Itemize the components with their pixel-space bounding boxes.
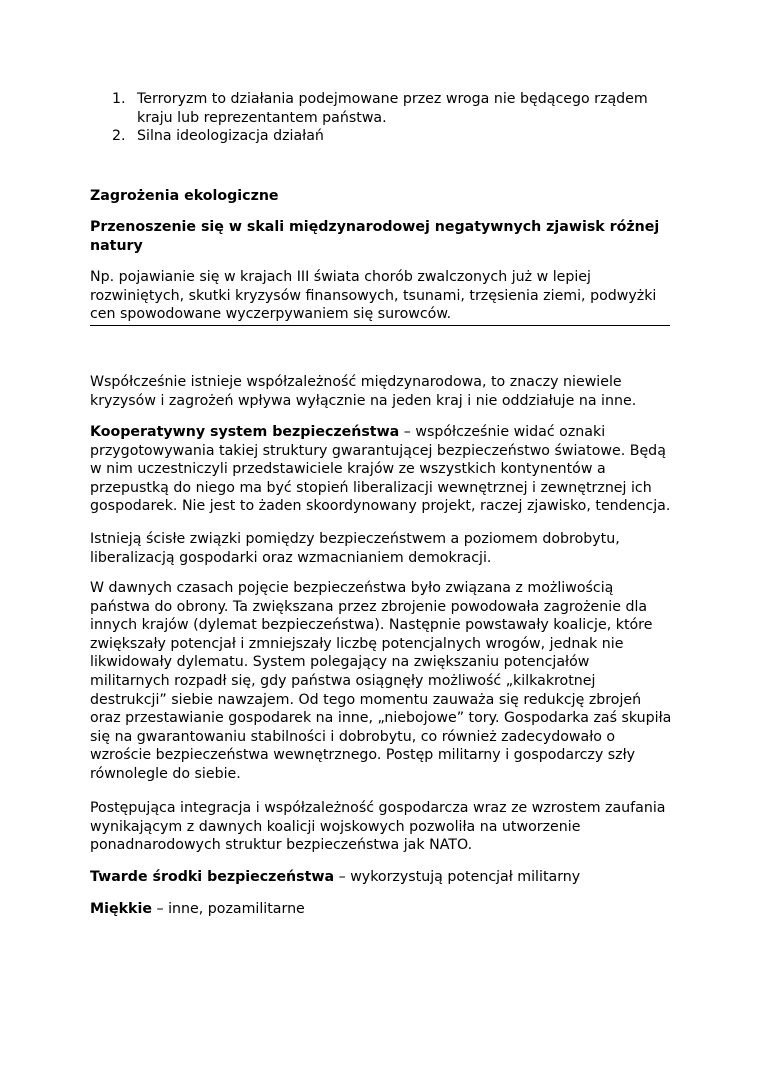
paragraph-soft-measures bbox=[90, 900, 672, 919]
term-soft-measures: Miękkie bbox=[90, 901, 152, 917]
paragraph-hard-measures bbox=[90, 868, 672, 887]
list-item bbox=[112, 127, 672, 146]
heading-ecological-threats: Zagrożenia ekologiczne bbox=[90, 188, 279, 204]
paragraph-links: Istnieją ścisłe związki pomiędzy bezpieczeństwem a poziomem dobrobytu, liberalizacją gospodarki oraz wzmacnianiem demokracji. bbox=[90, 531, 620, 566]
list-text: Silna ideologizacja działań bbox=[137, 128, 324, 145]
list-number: 1. bbox=[112, 91, 126, 107]
definition-cooperative-system: – współcześnie widać oznaki przygotowywania takiej struktury gwarantującej bezpieczeństwo światowe. Będą w nim uczestniczyli przedstawiciele krajów ze wszystkich kontynentów a przepustką do niego ma być stopień liberalizacji wewnętrznej i zewnętrznej ich gospodarek. Nie jest to żaden skoordynowany projekt, raczej zjawisko, tendencja. bbox=[90, 424, 671, 515]
term-hard-measures: Twarde środki bezpieczeństwa bbox=[90, 869, 335, 885]
paragraph-example: Np. pojawianie się w krajach III świata chorób zwalczonych już w lepiej rozwiniętych, skutki kryzysów finansowych, tsunami, trzęsienia ziemi, podwyżki cen spowodowane wyczerpywaniem się surowców. bbox=[90, 269, 657, 323]
numbered-list bbox=[112, 90, 672, 146]
paragraph-history: W dawnych czasach pojęcie bezpieczeństwa było związana z możliwością państwa do obrony. Ta zwiększana przez zbrojenie powodowała zagrożenie dla innych krajów (dylemat bezpieczeństwa). Następnie powstawały koalicje, które zwiększały potencjał i zmniejszały liczbę potencjalnych wrogów, jednak nie likwidowały dylematu. System polegający na zwiększaniu potencjałów militarnych rozpadł się, gdy państwa osiągnęły możliwość „kilkakrotnej destrukcji” siebie nawzajem. Od tego momentu zauważa się redukcję zbrojeń oraz przestawianie gospodarek na inne, „niebojowe” tory. Gospodarka zaś skupiła się na gwarantowaniu stabilności i dobrobytu, co również zadecydowało o wzroście bezpieczeństwa wewnętrznego. Postęp militarny i gospodarczy szły równolegle do siebie. bbox=[90, 580, 672, 782]
definition-soft-measures: – inne, pozamilitarne bbox=[151, 901, 305, 917]
list-item bbox=[112, 90, 672, 127]
list-text: Terroryzm to działania podejmowane przez wroga nie będącego rządem kraju lub reprezentantem państwa. bbox=[137, 91, 648, 126]
paragraph-cooperative-system bbox=[90, 423, 672, 516]
horizontal-rule bbox=[90, 325, 670, 326]
definition-hard-measures: – wykorzystują potencjał militarny bbox=[334, 869, 581, 885]
list-number: 2. bbox=[112, 128, 126, 145]
heading-international-transfer: Przenoszenie się w skali międzynarodowej negatywnych zjawisk różnej natury bbox=[90, 219, 660, 254]
paragraph-interdependence: Współcześnie istnieje współzależność międzynarodowa, to znaczy niewiele kryzysów i zagrożeń wpływa wyłącznie na jeden kraj i nie oddziałuje na inne. bbox=[90, 374, 637, 409]
paragraph-integration: Postępująca integracja i współzależność gospodarcza wraz ze wzrostem zaufania wynikającym z dawnych koalicji wojskowych pozwoliła na utworzenie ponadnarodowych struktur bezpieczeństwa jak NATO. bbox=[90, 800, 666, 854]
term-cooperative-system: Kooperatywny system bezpieczeństwa bbox=[90, 424, 400, 440]
